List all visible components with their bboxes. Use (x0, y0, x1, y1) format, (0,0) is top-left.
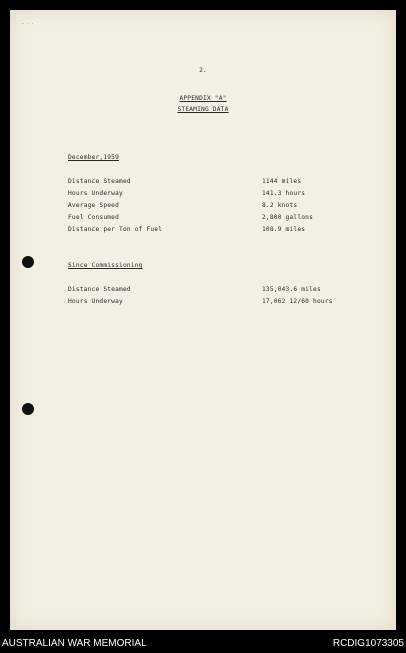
document-title: APPENDIX "A" (179, 95, 227, 102)
punch-hole (22, 256, 34, 268)
punch-hole (22, 403, 34, 415)
row-value: 17,062 12/60 hours (262, 298, 333, 305)
document-subtitle: STEAMING DATA (177, 106, 229, 113)
document-page (10, 10, 396, 630)
row-label: Distance Steamed (68, 286, 131, 293)
row-value: 141.3 hours (262, 190, 306, 197)
row-label: Hours Underway (68, 190, 123, 197)
page-number: 2. (199, 67, 207, 74)
section-heading-december: December,1959 (68, 154, 120, 161)
row-label: Average Speed (68, 202, 120, 209)
paper-marks: - · · (22, 22, 35, 27)
row-label: Fuel Consumed (68, 214, 120, 221)
row-value: 8.2 knots (262, 202, 298, 209)
footer-credit: AUSTRALIAN WAR MEMORIAL (2, 638, 147, 649)
section-heading-since-commissioning: Since Commissioning (68, 262, 143, 269)
row-label: Distance Steamed (68, 178, 131, 185)
row-value: 1144 miles (262, 178, 302, 185)
footer-identifier: RCDIG1073305 (332, 638, 404, 649)
row-value: 108.9 miles (262, 226, 306, 233)
row-value: 135,043.6 miles (262, 286, 321, 293)
row-label: Distance per Ton of Fuel (68, 226, 163, 233)
row-label: Hours Underway (68, 298, 123, 305)
row-value: 2,800 gallons (262, 214, 314, 221)
